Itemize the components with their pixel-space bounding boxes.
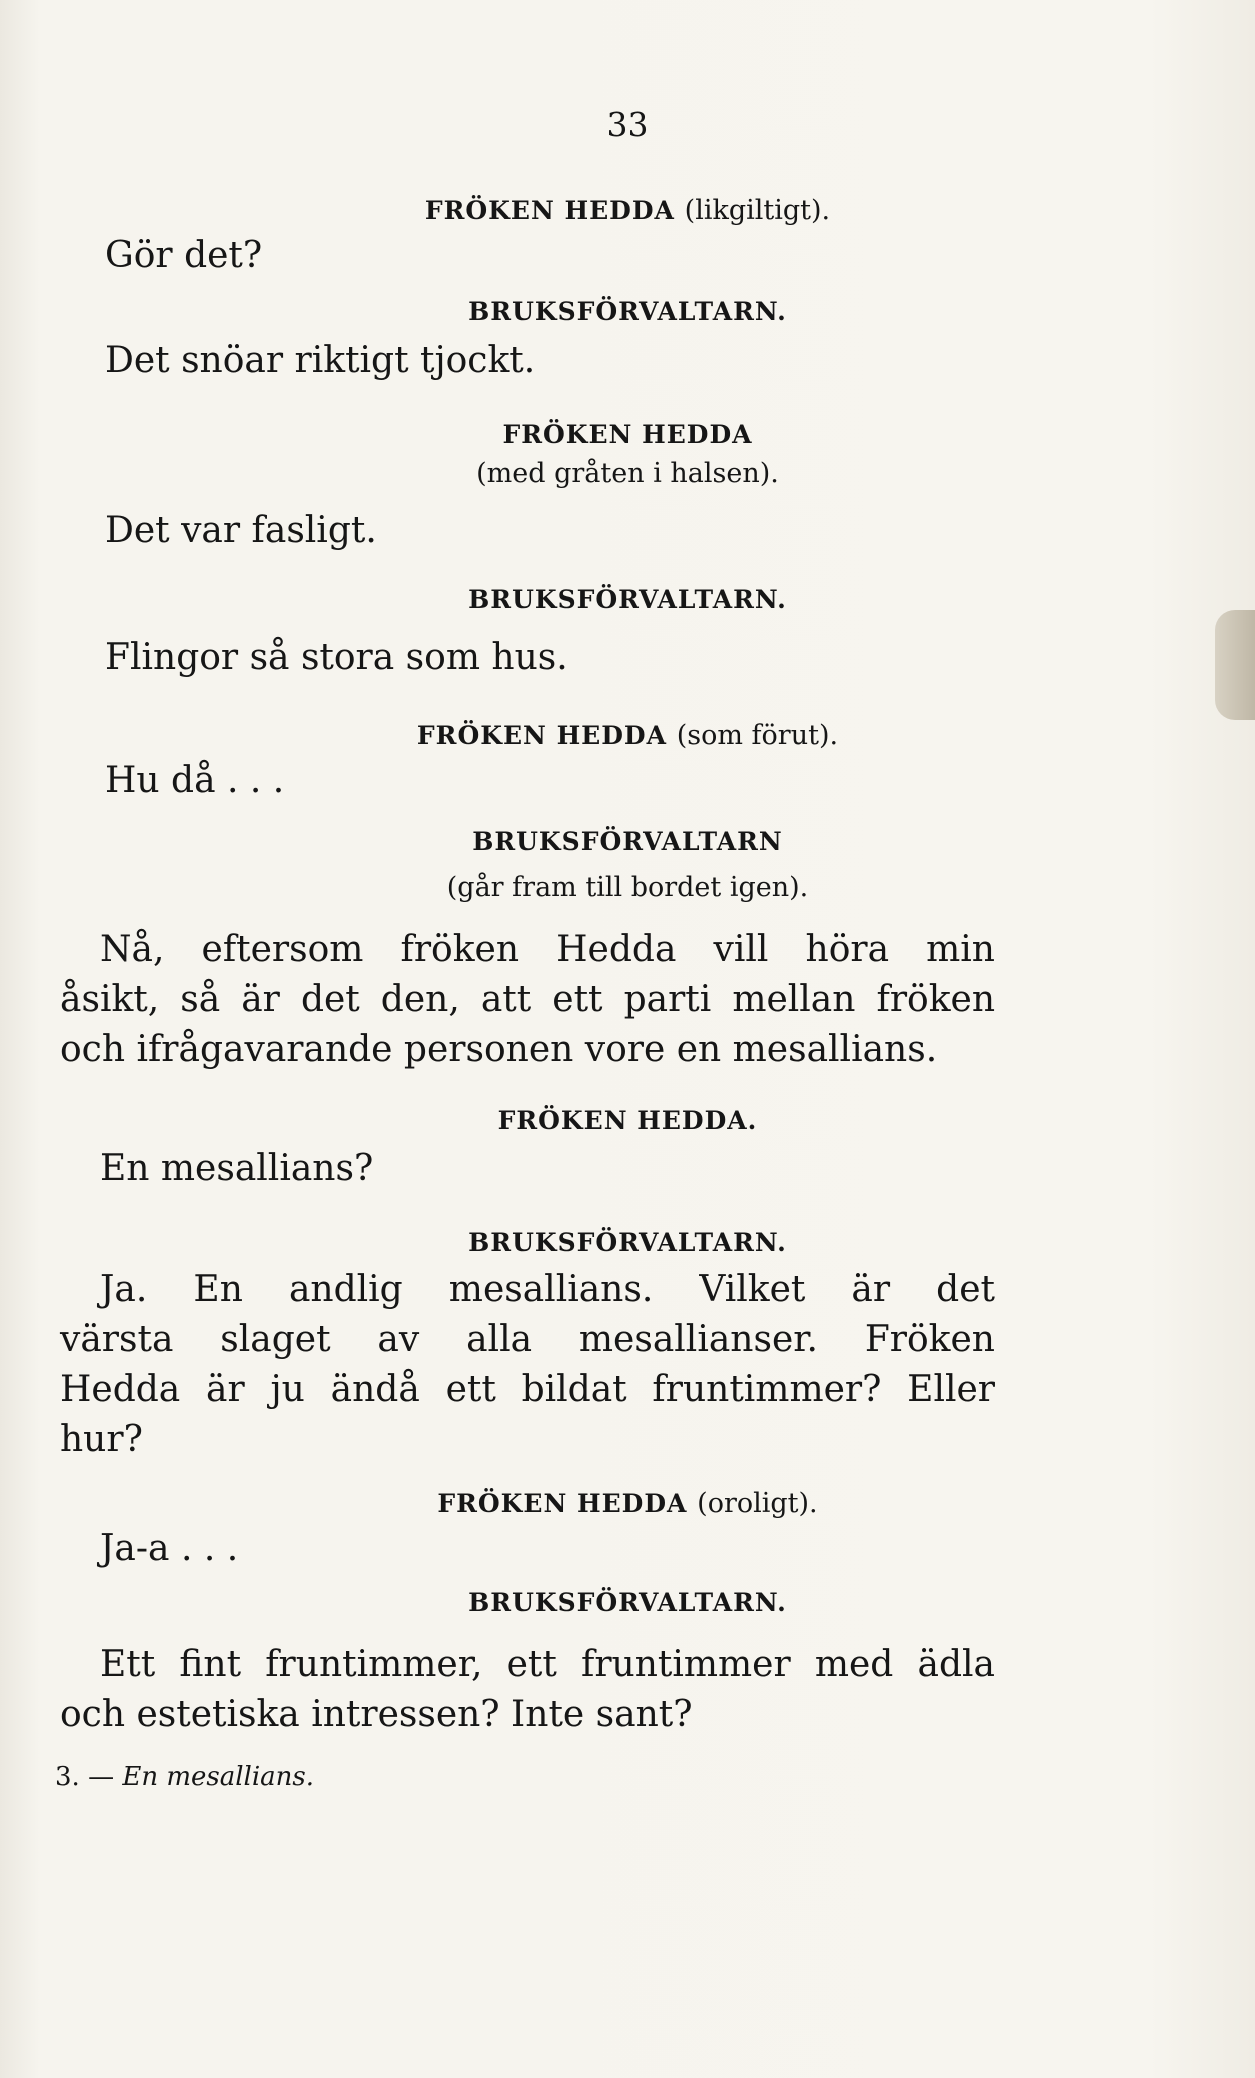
speaker-name: BRUKSFÖRVALTARN. <box>468 297 787 326</box>
running-title: En mesallians. <box>122 1762 315 1792</box>
speaker-name: FRÖKEN HEDDA <box>424 196 675 225</box>
dialogue-line: Nå, eftersom fröken Hedda vill höra min <box>100 929 995 970</box>
dialogue-line: Gör det? <box>105 235 263 276</box>
speaker-heading <box>0 827 1255 856</box>
speaker-heading <box>0 195 1255 226</box>
stage-direction: (som förut). <box>676 720 839 751</box>
stage-direction: (likgiltigt). <box>684 195 831 226</box>
dialogue-line: åsikt, så är det den, att ett parti mellan fröken <box>60 979 995 1020</box>
stage-direction: (oroligt). <box>697 1488 818 1519</box>
dialogue-line: och estetiska intressen? Inte sant? <box>60 1694 693 1735</box>
dialogue-line: Ett fint fruntimmer, ett fruntimmer med ädla <box>100 1644 995 1685</box>
dialogue-line: Hedda är ju ändå ett bildat fruntimmer? Eller <box>60 1369 995 1410</box>
speaker-heading <box>0 1588 1255 1617</box>
dialogue-line: En mesallians? <box>100 1148 374 1189</box>
signature-mark: 3. <box>55 1762 80 1792</box>
speaker-name: BRUKSFÖRVALTARN <box>472 827 783 856</box>
page-tab-edge <box>1215 610 1255 720</box>
dialogue-line: Hu då . . . <box>105 760 285 801</box>
speaker-heading <box>0 1488 1255 1519</box>
speaker-heading <box>0 720 1255 751</box>
speaker-name: FRÖKEN HEDDA. <box>497 1106 758 1135</box>
speaker-name: FRÖKEN HEDDA <box>437 1489 688 1518</box>
stage-direction: (går fram till bordet igen). <box>446 872 809 903</box>
footer-dash: — <box>88 1762 115 1792</box>
dialogue-line: och ifrågavarande personen vore en mesallians. <box>60 1029 938 1070</box>
speaker-name: FRÖKEN HEDDA <box>416 721 667 750</box>
speaker-name: BRUKSFÖRVALTARN. <box>468 1588 787 1617</box>
speaker-heading <box>0 1228 1255 1257</box>
speaker-name: BRUKSFÖRVALTARN. <box>468 1228 787 1257</box>
speaker-heading <box>0 297 1255 326</box>
speaker-name: BRUKSFÖRVALTARN. <box>468 585 787 614</box>
speaker-heading <box>0 420 1255 449</box>
page-footer <box>55 1762 314 1792</box>
speaker-heading <box>0 1106 1255 1135</box>
stage-direction: (med gråten i halsen). <box>476 458 779 489</box>
page-number: 33 <box>606 105 649 144</box>
dialogue-line: hur? <box>60 1419 143 1460</box>
dialogue-line: värsta slaget av alla mesallianser. Fröken <box>60 1319 995 1360</box>
dialogue-line: Ja-a . . . <box>100 1528 239 1569</box>
dialogue-line: Flingor så stora som hus. <box>105 637 568 678</box>
dialogue-line: Det snöar riktigt tjockt. <box>105 340 536 381</box>
speaker-heading <box>0 585 1255 614</box>
dialogue-line: Ja. En andlig mesallians. Vilket är det <box>100 1269 995 1310</box>
speaker-name: FRÖKEN HEDDA <box>502 420 753 449</box>
dialogue-line: Det var fasligt. <box>105 510 377 551</box>
